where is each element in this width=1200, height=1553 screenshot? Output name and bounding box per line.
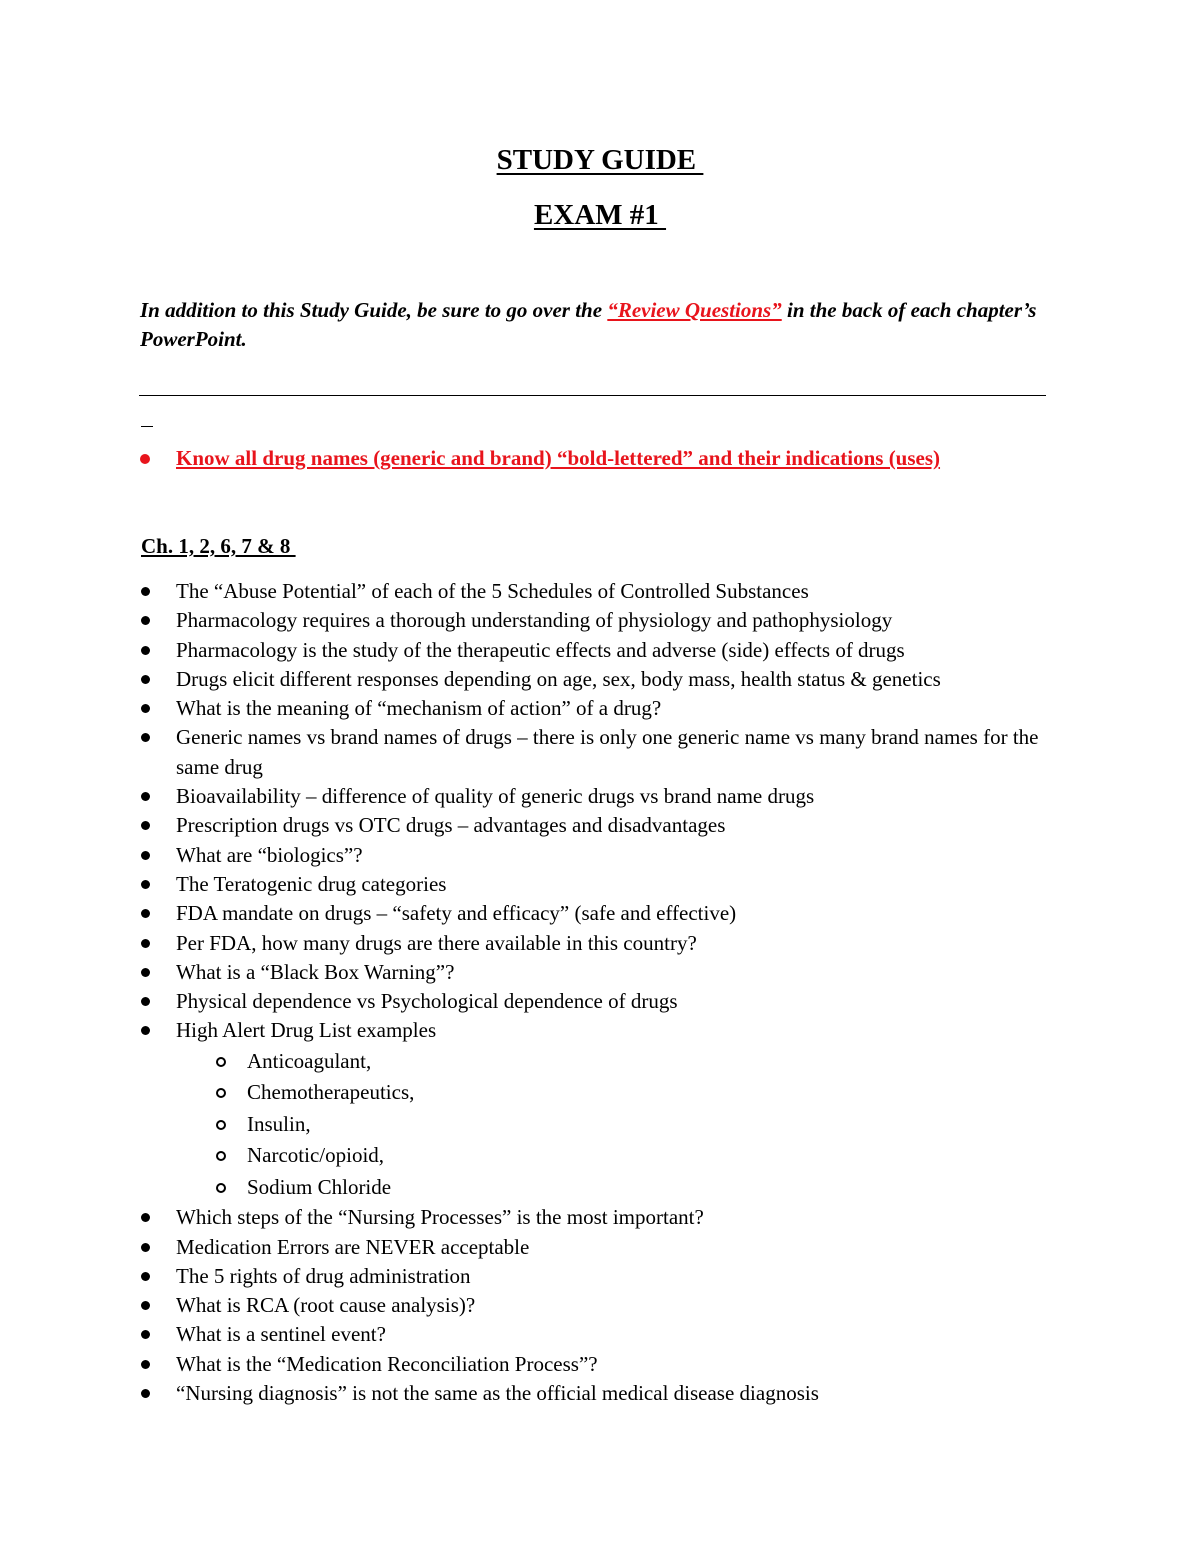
list-item [140,899,1070,928]
topic-list [140,577,1070,1408]
sub-list-item-text: Insulin, [247,1111,311,1136]
list-item-text: What are “biologics”? [176,842,363,867]
list-item-text: High Alert Drug List examples [176,1018,437,1043]
list-item [140,1203,1070,1232]
sub-list-item-text: Anticoagulant, [247,1048,372,1073]
sub-list-item [140,1077,1070,1109]
list-item [140,636,1070,665]
sub-list-item [140,1109,1070,1141]
bullet-icon [141,1330,150,1339]
list-item [140,1233,1070,1262]
list-item-text: What is the meaning of “mechanism of action” of a drug? [176,696,662,721]
rule-underscore [141,426,153,427]
bullet-icon [141,733,150,742]
bullet-icon [141,1301,150,1310]
list-item [140,694,1070,723]
list-item-text: The Teratogenic drug categories [176,871,447,896]
bullet-icon [141,704,150,713]
bullet-icon [141,587,150,596]
list-item [140,606,1070,635]
bullet-icon [141,997,150,1006]
list-item [140,723,1070,782]
list-item-text: Drugs elicit different responses depending on age, sex, body mass, health status & genetics [176,666,941,691]
sub-list-item [140,1140,1070,1172]
list-item-text: Prescription drugs vs OTC drugs – advantages and disadvantages [176,813,726,838]
sub-list-item-text: Chemotherapeutics, [247,1080,415,1105]
intro-text-after: in the back of each chapter’s PowerPoint. [140,298,1037,351]
list-item-text: Medication Errors are NEVER acceptable [176,1234,530,1259]
circle-bullet-icon [216,1183,226,1193]
intro-text-before: In addition to this Study Guide, be sure to go over the [140,298,608,322]
bullet-icon [141,1213,150,1222]
list-item [140,929,1070,958]
sub-list-item [140,1172,1070,1204]
list-item-text: Pharmacology requires a thorough understanding of physiology and pathophysiology [176,608,893,633]
sub-list-item-text: Sodium Chloride [247,1174,392,1199]
list-item-text: The “Abuse Potential” of each of the 5 Schedules of Controlled Substances [176,579,809,603]
sub-list-item [140,1046,1070,1078]
circle-bullet-icon [216,1120,226,1130]
list-item [140,1262,1070,1291]
bullet-icon [141,909,150,918]
list-item [140,782,1070,811]
circle-bullet-icon [216,1151,226,1161]
bullet-icon [141,646,150,655]
circle-bullet-icon [216,1057,226,1067]
list-item [140,665,1070,694]
list-item-text: What is the “Medication Reconciliation Process”? [176,1351,598,1376]
circle-bullet-icon [216,1088,226,1098]
bullet-icon [141,1389,150,1398]
list-item [140,1320,1070,1349]
exam-subtitle: EXAM #1 [533,199,667,231]
list-item-text: Per FDA, how many drugs are there available in this country? [176,930,697,955]
bullet-icon [141,1243,150,1252]
intro-paragraph [140,296,1060,354]
document-title: STUDY GUIDE [496,144,704,176]
bullet-icon [141,675,150,684]
list-item-text: “Nursing diagnosis” is not the same as the official medical disease diagnosis [176,1381,819,1406]
bullet-icon [141,1272,150,1281]
list-item [140,1379,1070,1408]
list-item [140,870,1070,899]
bullet-icon [141,1360,150,1369]
bullet-icon [141,968,150,977]
bullet-icon [141,851,150,860]
list-item [140,958,1070,987]
bullet-icon [141,880,150,889]
list-item-text: Which steps of the “Nursing Processes” is the most important? [176,1205,704,1230]
list-item-text: Bioavailability – difference of quality of generic drugs vs brand name drugs [176,784,815,809]
bullet-icon [141,939,150,948]
key-reminder-text: Know all drug names (generic and brand) “bold-lettered” and their indications (uses) [176,446,941,470]
list-item-text: Generic names vs brand names of drugs – there is only one generic name vs many brand names for the same drug [176,725,1039,779]
list-item-text: Pharmacology is the study of the therapeutic effects and adverse (side) effects of drugs [176,637,905,662]
list-item-text: What is RCA (root cause analysis)? [176,1293,476,1318]
list-item-text: Physical dependence vs Psychological dependence of drugs [176,989,678,1014]
section-heading: Ch. 1, 2, 6, 7 & 8 [141,534,296,558]
bullet-icon [141,616,150,625]
horizontal-rule [139,395,1046,396]
bullet-icon [141,792,150,801]
list-item-text: FDA mandate on drugs – “safety and efficacy” (safe and effective) [176,901,737,926]
list-item [140,811,1070,840]
list-item-text: The 5 rights of drug administration [176,1263,471,1288]
list-item [140,1291,1070,1320]
review-questions-link[interactable]: “Review Questions” [607,298,782,322]
list-item [140,987,1070,1016]
red-bullet-icon [140,454,150,464]
list-item-text: What is a sentinel event? [176,1322,386,1347]
list-item [140,1350,1070,1379]
list-item-text: What is a “Black Box Warning”? [176,959,455,984]
list-item [140,577,1070,606]
sub-list-item-text: Narcotic/opioid, [247,1143,385,1168]
bullet-icon [141,821,150,830]
bullet-icon [141,1026,150,1035]
list-item [140,841,1070,870]
list-item [140,1016,1070,1045]
